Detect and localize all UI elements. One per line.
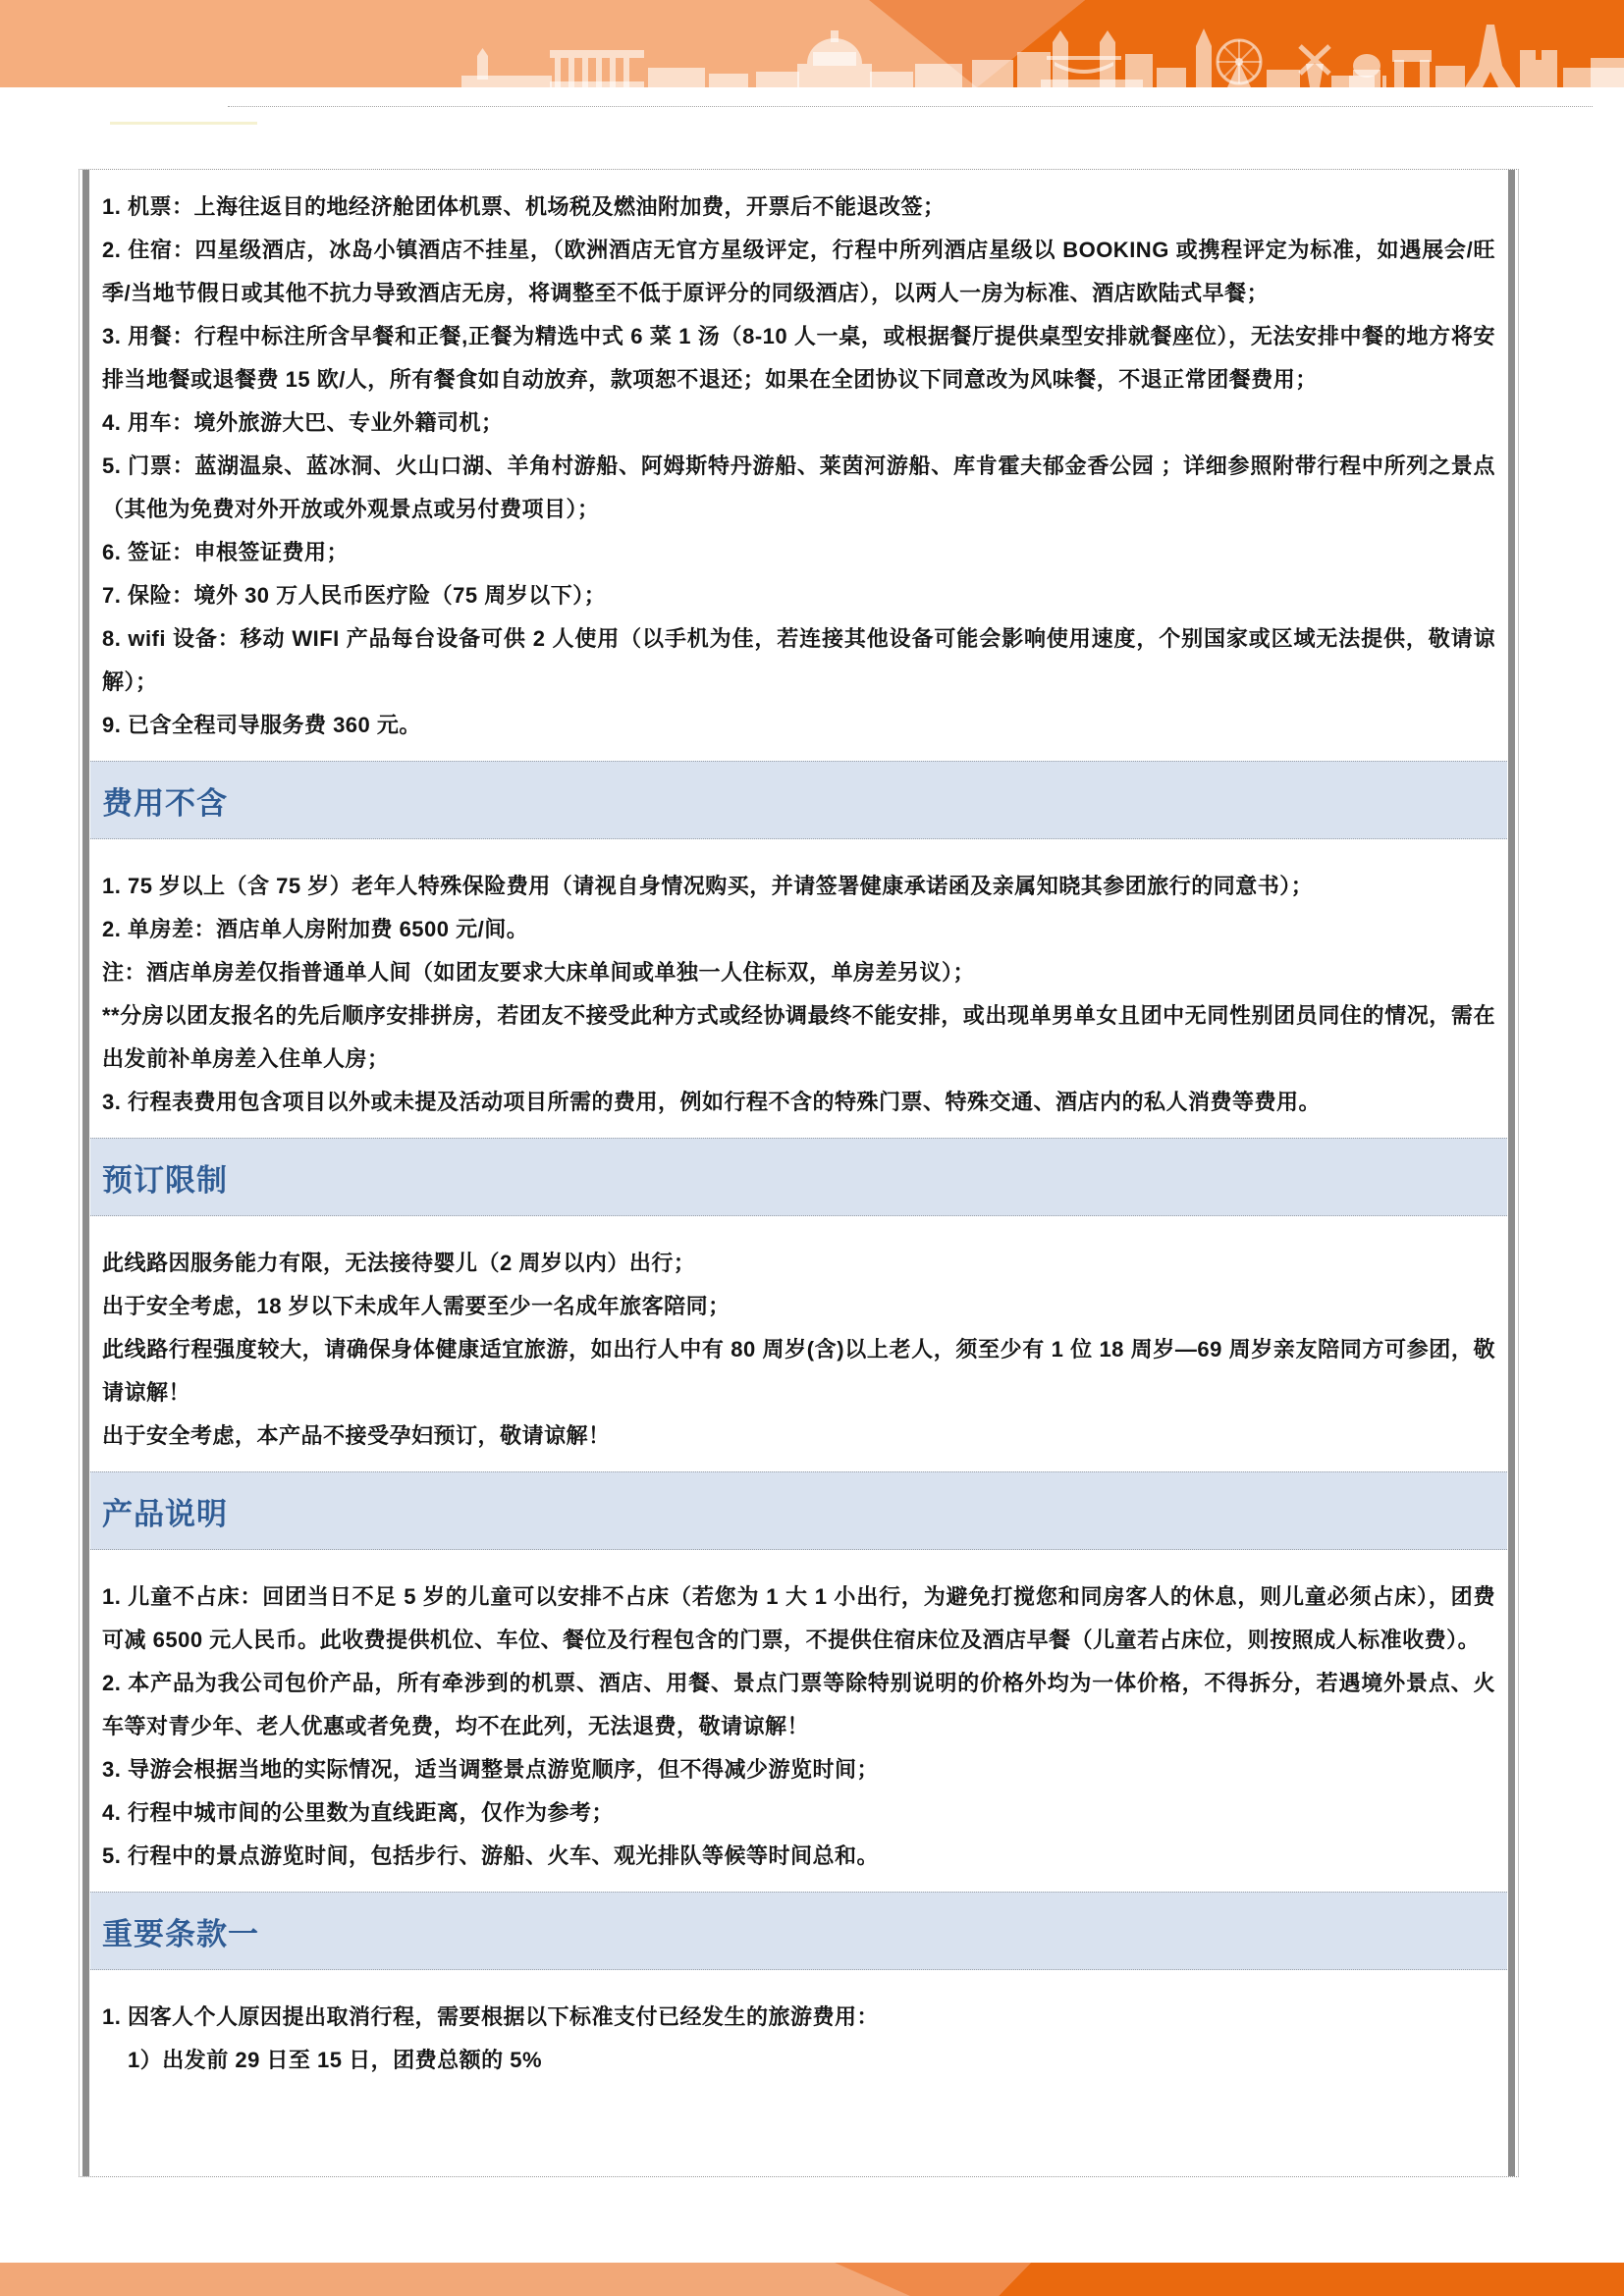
section-header-fees-excluded: 费用不含 xyxy=(90,761,1507,839)
body-paragraph: 3. 用餐：行程中标注所含早餐和正餐,正餐为精选中式 6 菜 1 汤（8-10 人一桌，或根据餐厅提供桌型安排就餐座位），无法安排中餐的地方将安排当地餐或退餐费 15 欧/人，所有餐食如自动放弃，款项恕不退还；如果在全团协议下同意改为风味餐，不退正常团餐费用； xyxy=(102,324,1495,392)
body-paragraph: 2. 本产品为我公司包价产品，所有牵涉到的机票、酒店、用餐、景点门票等除特别说明的价格外均为一体价格，不得拆分，若遇境外景点、火车等对青少年、老人优惠或者免费，均不在此列，无法退费，敬请谅解！ xyxy=(102,1671,1495,1738)
body-paragraph: 此线路因服务能力有限，无法接待婴儿（2 周岁以内）出行； xyxy=(102,1251,696,1275)
section-header-booking-restrictions: 预订限制 xyxy=(90,1138,1507,1216)
content-frame xyxy=(79,169,1519,2177)
body-paragraph: 此线路行程强度较大，请确保身体健康适宜旅游，如出行人中有 80 周岁(含)以上老人，须至少有 1 位 18 周岁—69 周岁亲友陪同方可参团，敬请谅解！ xyxy=(102,1337,1495,1405)
body-paragraph: 3. 行程表费用包含项目以外或未提及活动项目所需的费用，例如行程不含的特殊门票、特殊交通、酒店内的私人消费等费用。 xyxy=(102,1090,1321,1114)
document-content xyxy=(90,170,1507,2176)
body-paragraph: 1. 儿童不占床：回团当日不足 5 岁的儿童可以安排不占床（若您为 1 大 1 小出行，为避免打搅您和同房客人的休息，则儿童必须占床），团费可减 6500 元人民币。此收费提供机位、车位、餐位及行程包含的门票，不提供住宿床位及酒店早餐（儿童若占床位，则按照成人标准收费）。 xyxy=(102,1584,1495,1652)
frame-rail-right xyxy=(1508,170,1515,2176)
frame-rail-left xyxy=(82,170,89,2176)
body-paragraph: 5. 门票：蓝湖温泉、蓝冰洞、火山口湖、羊角村游船、阿姆斯特丹游船、莱茵河游船、库肯霍夫郁金香公园 ；详细参照附带行程中所列之景点（其他为免费对外开放或外观景点或另付费项目）； xyxy=(102,454,1495,521)
body-paragraph: 2. 住宿：四星级酒店，冰岛小镇酒店不挂星，（欧洲酒店无官方星级评定，行程中所列酒店星级以 BOOKING 或携程评定为标准，如遇展会/旺季/当地节假日或其他不抗力导致酒店无房，将调整至不低于原评分的同级酒店），以两人一房为标准、酒店欧陆式早餐； xyxy=(102,238,1495,305)
body-paragraph: 9. 已含全程司导服务费 360 元。 xyxy=(102,713,421,737)
faint-highlight-artifact xyxy=(110,122,257,125)
body-paragraph: 2. 单房差：酒店单人房附加费 6500 元/间。 xyxy=(102,917,529,941)
bottom-banner-dark-wedge xyxy=(0,2263,1624,2296)
city-skyline-silhouette xyxy=(0,25,1624,87)
top-banner xyxy=(0,0,1624,87)
body-paragraph: 4. 行程中城市间的公里数为直线距离，仅作为参考； xyxy=(102,1800,614,1825)
body-paragraph: 注：酒店单房差仅指普通单人间（如团友要求大床单间或单独一人住标双，单房差另议）； xyxy=(102,960,976,985)
body-paragraph: 8. wifi 设备：移动 WIFI 产品每台设备可供 2 人使用（以手机为佳，若连接其他设备可能会影响使用速度，个别国家或区域无法提供，敬请谅解）； xyxy=(102,626,1495,694)
body-paragraph: 出于安全考虑，本产品不接受孕妇预订，敬请谅解！ xyxy=(102,1423,611,1448)
body-paragraph: 1. 75 岁以上（含 75 岁）老年人特殊保险费用（请视自身情况购买，并请签署健康承诺函及亲属知晓其参团旅行的同意书）； xyxy=(102,874,1314,898)
section-header-product-notes: 产品说明 xyxy=(90,1471,1507,1550)
body-paragraph: 4. 用车：境外旅游大巴、专业外籍司机； xyxy=(102,410,504,435)
body-paragraph: 1）出发前 29 日至 15 日，团费总额的 5% xyxy=(128,2048,543,2072)
section-header-important-terms-1: 重要条款一 xyxy=(90,1892,1507,1970)
bottom-banner xyxy=(0,2263,1624,2296)
body-paragraph: 1. 因客人个人原因提出取消行程，需要根据以下标准支付已经发生的旅游费用： xyxy=(102,2004,879,2029)
header-divider-dotted-line xyxy=(228,106,1593,107)
body-paragraph: 1. 机票：上海往返目的地经济舱团体机票、机场税及燃油附加费，开票后不能退改签； xyxy=(102,194,946,219)
body-paragraph: **分房以团友报名的先后顺序安排拼房，若团友不接受此种方式或经协调最终不能安排，或出现单男单女且团中无同性别团员同住的情况，需在出发前补单房差入住单人房； xyxy=(102,1003,1495,1071)
body-paragraph: 5. 行程中的景点游览时间，包括步行、游船、火车、观光排队等候等时间总和。 xyxy=(102,1843,879,1868)
body-paragraph: 7. 保险：境外 30 万人民币医疗险（75 周岁以下）； xyxy=(102,583,607,608)
body-paragraph: 3. 导游会根据当地的实际情况，适当调整景点游览顺序，但不得减少游览时间； xyxy=(102,1757,879,1782)
body-paragraph: 6. 签证：申根签证费用； xyxy=(102,540,349,564)
body-paragraph: 出于安全考虑，18 岁以下未成年人需要至少一名成年旅客陪同； xyxy=(102,1294,731,1318)
